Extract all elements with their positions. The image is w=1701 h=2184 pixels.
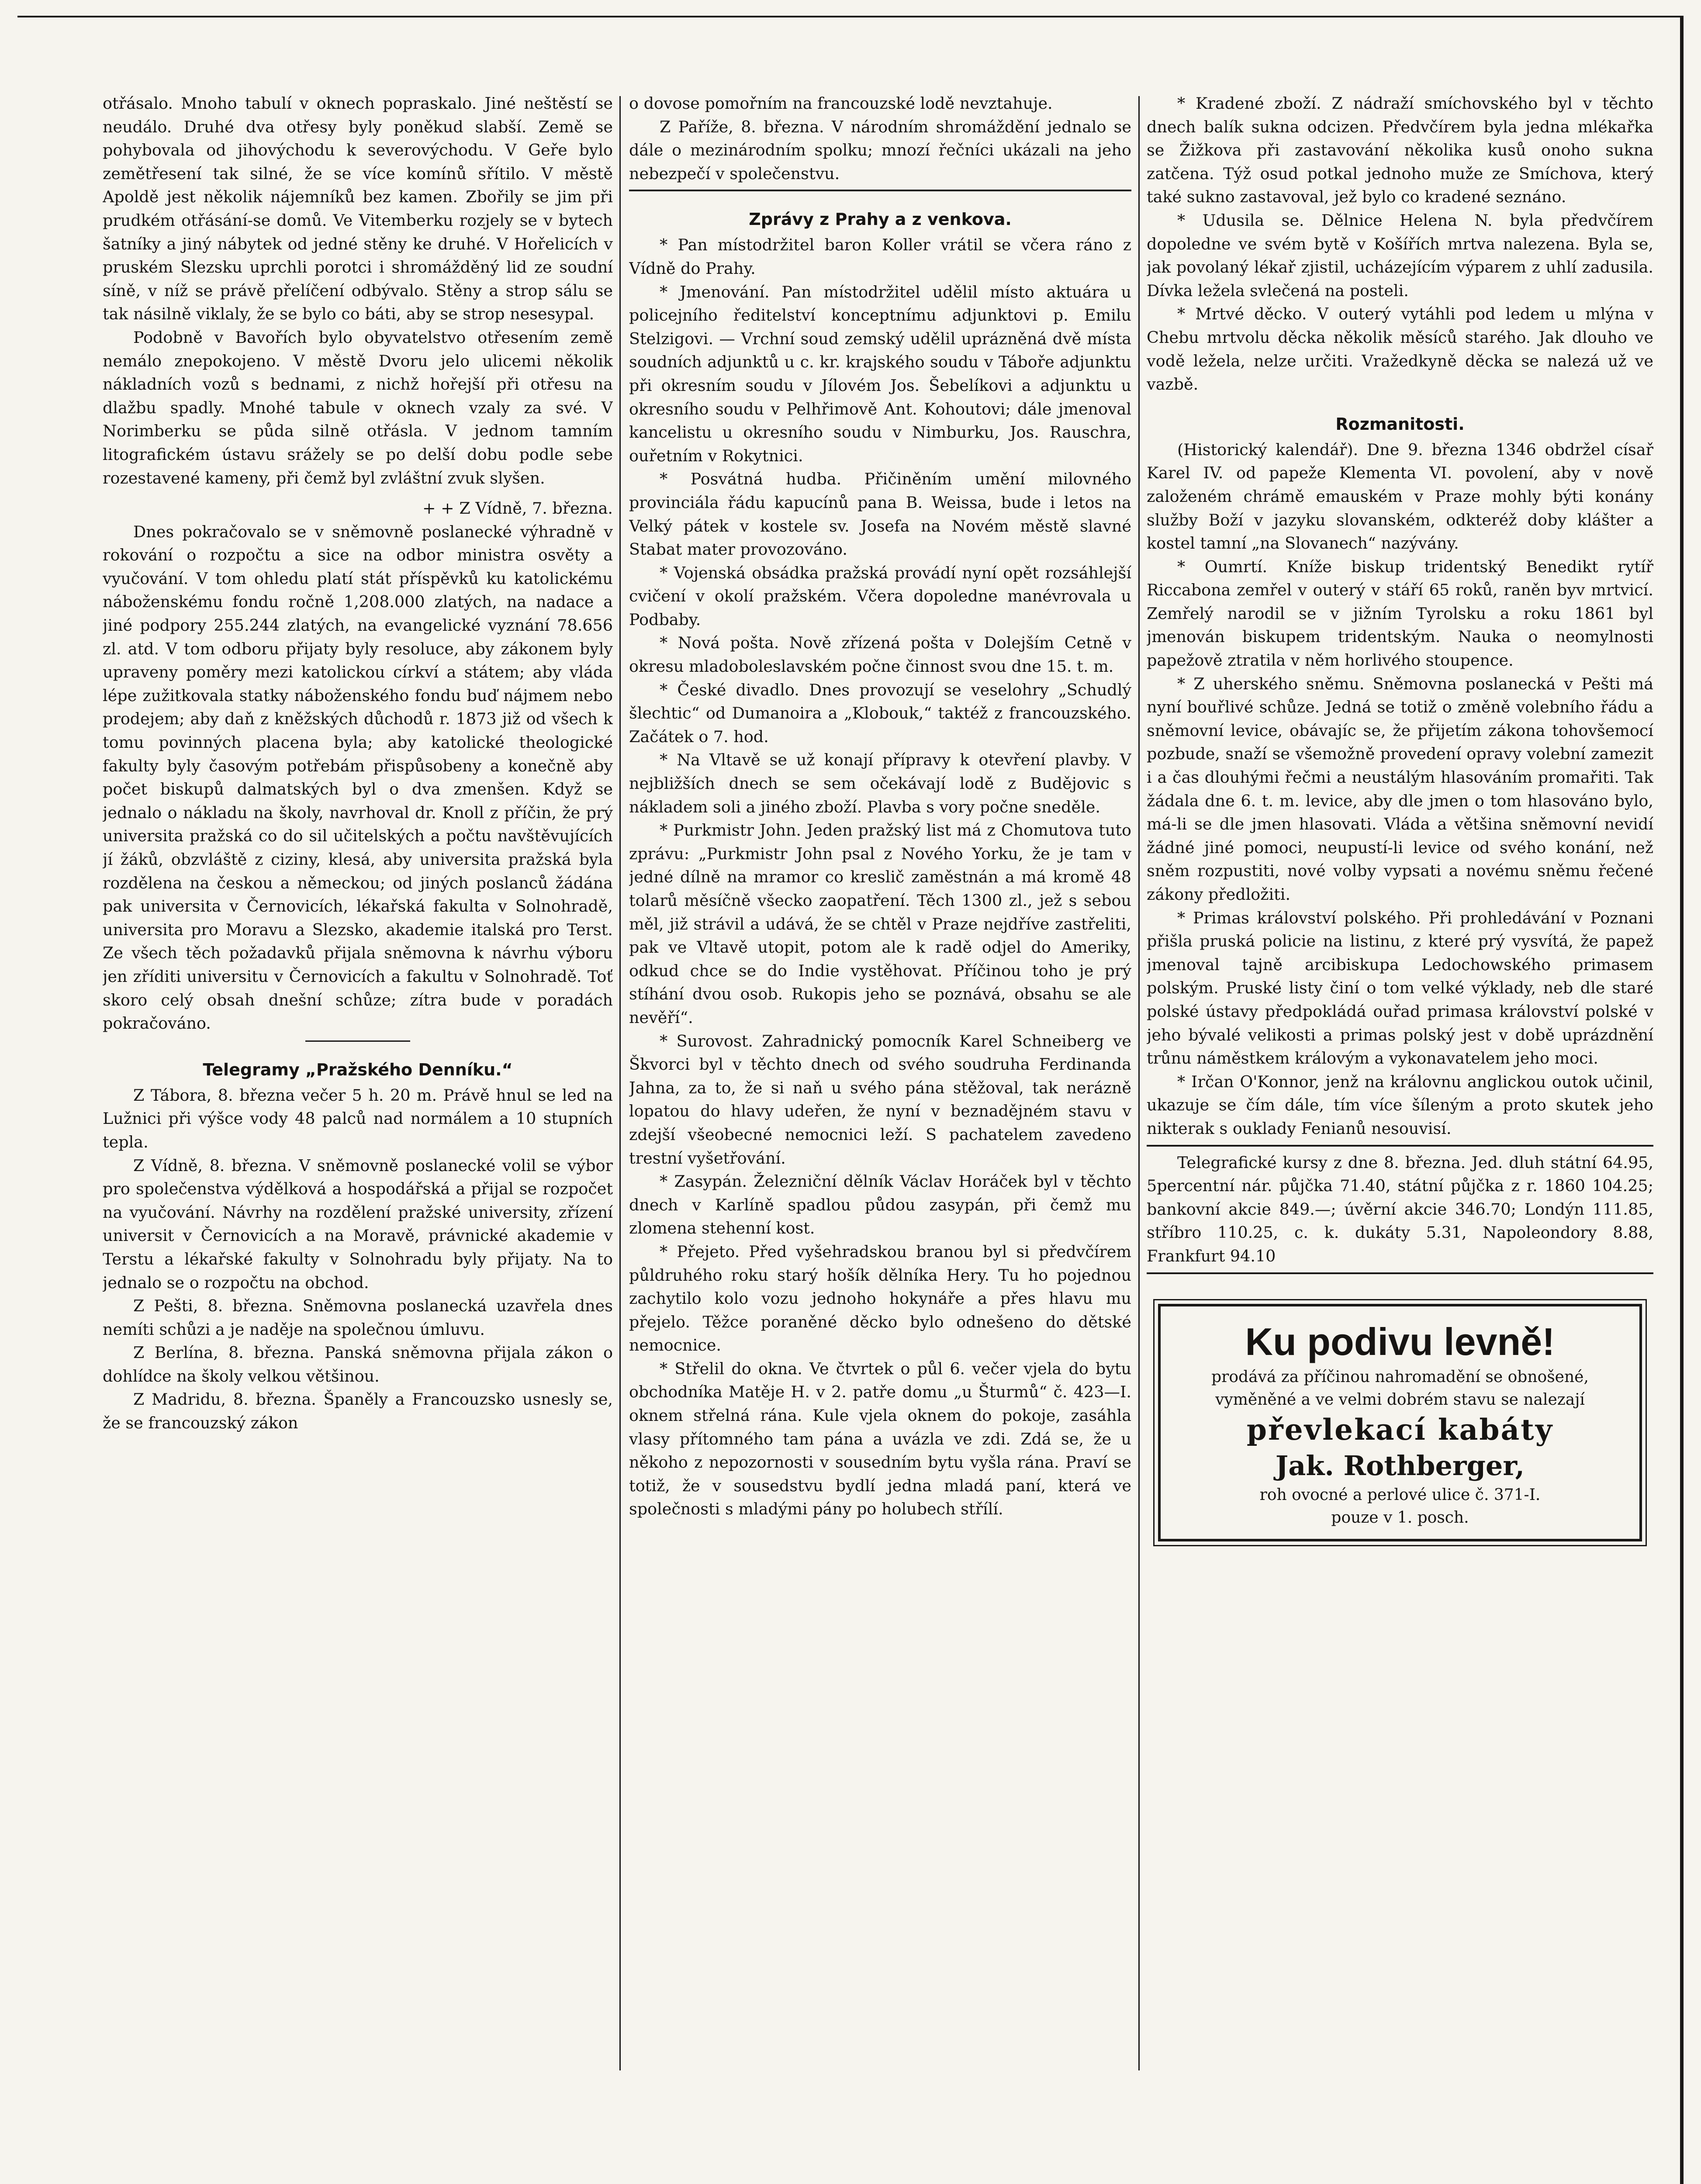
divider	[1147, 1272, 1653, 1274]
column-1	[103, 92, 613, 2184]
misc-item: * Irčan O'Konnor, jenž na královnu anglickou outok učinil, ukazuje se čím dále, tím více šíleným a proto skutek jeho nikterak s ouklady Fenianů nesouvisí.	[1147, 1072, 1653, 1138]
advertisement-box	[1158, 1304, 1642, 1541]
telegram-tabor: Z Tábora, 8. března večer 5 h. 20 m. Právě hnul se led na Lužnici při výšce vody 48 palců nad normálem a 10 stupních tepla.	[103, 1085, 613, 1151]
news-item: * Posvátná hudba. Přičiněním umění milovného provinciála řádu kapucínů pana B. Weissa, bude i letos na Velký pátek v kostele sv. Josefa na Novém městě slavné Stabat mater provozováno.	[629, 470, 1131, 559]
news-item: * Střelil do okna. Ve čtvrtek o půl 6. večer vjela do bytu obchodníka Matěje H. v 2. patře domu „u Šturmů“ č. 423—I. oknem střelná rána. Kule vjela oknem do pokoje, zasáhla vlasy přítomného tam pána a uvázla ve zdi. Zdá se, že u někoho z nepozornosti v sousedním bytu vyšla rána. Praví se totiž, že v sousedstvu bydlí jedna mladá paní, která ve společnosti s mladými pány po holubech střílí.	[629, 1359, 1131, 1519]
parliament-paragraph: Dnes pokračovalo se v sněmovně poslanecké výhradně v rokování o rozpočtu a sice na odbor ministra osvěty a vyučování. V tom ohledu platí stát příspěvků ku katolickému náboženskému fondu ročně 1,208.000 zlatých, na nadace a jiné podpory 255.244 zlatých, na evangelické vyznání 78.656 zl. atd. V tom odboru přijaty byly resoluce, aby zákonem byly upraveny poměry mezi katolickou církví a státem; aby vláda lépe zužitkovala statky náboženského fondu buď nájmem nebo prodejem; aby daň z kněžských důchodů r. 1873 již od všech k tomu povinných placena byla; aby katolické theologické fakulty byly časovým potřebám přispůsobeny a konečně aby počet biskupů dalmatských byl o dva zmenšen. Když se jednalo o nákladu na školy, navrhoval dr. Knoll z příčin, že prý universita pražská co do sil učitelských a počtu navštěvujících jí žáků, obzvláště z ciziny, klesá, aby universita pražská byla rozdělena na českou a německou; od jiných poslanců žádána pak universita v Černovicích, lékařská fakulta v Solnohradě, universita pro Moravu a Slezsko, akademie italská pro Terst. Ze všech těch požadavků přijala sněmovna k návrhu výboru jen zříditi universitu v Černovicích a fakultu v Solnohradě. Toť skoro celý obsah dnešní schůze; zítra bude v poradách pokračováno.	[103, 522, 613, 1033]
news-item: * Udusila se. Dělnice Helena N. byla předvčírem dopoledne ve svém bytě v Košířích mrtva nalezena. Byla se, jak povolaný lékař zjistil, ucházejícím výparem z uhlí zadusila. Dívka ležela svlečená na posteli.	[1147, 211, 1653, 300]
news-item: * Surovost. Zahradnický pomocník Karel Schneiberg ve Škvorci byl v těchto dnech od svého soudruha Ferdinanda Jahna, za to, že si naň u svého pána stěžoval, tak nerázně lopatou do hlavy udeřen, že nyní v beznadějném stavu v zdejší všeobecné nemocnici leží. S pachatelem zavedeno trestní vyšetřování.	[629, 1031, 1131, 1168]
ad-text: prodává za příčinou nahromadění se obnošené, vyměněné a ve velmi dobrém stavu se nalezají	[1211, 1368, 1589, 1409]
telegrams-heading: Telegramy „Pražského Denníku.“	[203, 1060, 513, 1079]
news-item: * Na Vltavě se už konají přípravy k otevření plavby. V nejbližších dnech se sem očekávají lodě z Budějovic s nákladem soli a jiného zboží. Plavba s vory počne sneděle.	[629, 750, 1131, 816]
news-item: * Zasypán. Železniční dělník Václav Horáček byl v těchto dnech v Karlíně spadlou půdou zasypán, při čemž mu zlomena stehenní kost.	[629, 1172, 1131, 1238]
news-item: * Vojenská obsádka pražská provádí nyní opět rozsáhlejší cvičení v okolí pražském. Včera dopoledne manévrovala u Podbaby.	[629, 563, 1131, 629]
news-item: * Přejeto. Před vyšehradskou branou byl si předvčírem půldruhého roku starý hošík dělníka Hery. Tu ho pojednou zachytilo kolo vozu jednoho hokynáře a přes hlavu mu přejelo. Těžce poraněné děcko bylo odnešeno do dětské nemocnice.	[629, 1242, 1131, 1355]
misc-item: * Primas království polského. Při prohledávání v Poznani přišla pruská policie na listinu, z které prý vysvítá, že papež jmenoval tajně arcibiskupa Ledochowského primasem polským. Pruské listy činí o tom velké výklady, neb dle staré polské ústavy předpokládá ouřad primasa království polské v jeho bývalé velikosti a primas polský jest v době uprázdnění trůnu náměstkem královým a vykonavatelem jeho moci.	[1147, 908, 1653, 1068]
news-item: * Nová pošta. Nově zřízená pošta v Dolejším Cetně v okresu mladoboleslavském počne činnost svou dne 15. t. m.	[629, 633, 1131, 676]
divider	[1147, 1145, 1653, 1147]
vienna-dateline: + + Z Vídně, 7. března.	[422, 499, 613, 518]
news-item: * České divadlo. Dnes provozují se veselohry „Schudlý šlechtic“ od Dumanoira a „Klobouk,“ taktéž z francouzského. Začátek o 7. hod.	[629, 680, 1131, 746]
news-item: * Pan místodržitel baron Koller vrátil se včera ráno z Vídně do Prahy.	[629, 235, 1131, 278]
news-item: * Purkmistr John. Jeden pražský list má z Chomutova tuto zprávu: „Purkmistr John psal z Nového Yorku, že je tam v jedné dílně na mramor co kreslič zaměstnán a má kromě 48 tolarů měsíčně všecko zaopatření. Těch 1300 zl., jež s sebou měl, již strávil a udává, že se chtěl v Praze nejdříve zastřeliti, pak ve Vltavě utopit, potom ale k radě odjel do Ameriky, odkud chce se do Indie vystěhovat. Příčinou toho je prý stíhání dvou osob. Rukopis jeho se poznává, obsahu se ale nevěří“.	[629, 821, 1131, 1027]
news-heading: Zprávy z Prahy a z venkova.	[749, 210, 1012, 229]
telegram-pest: Z Pešti, 8. března. Sněmovna poslanecká uzavřela dnes nemíti schůzi a je naděje na společnou úmluvu.	[103, 1296, 613, 1339]
telegram-madrid: Z Madridu, 8. března. Španěly a Francouzsko usnesly se, že se francouzský zákon	[103, 1390, 613, 1433]
news-item: * Jmenování. Pan místodržitel udělil místo aktuára u policejního ředitelství konceptnímu adjunktovi p. Emilu Stelzigovi. — Vrchní soud zemský udělil uprázněná dvě místa soudních adjunktů u c. kr. krajského soudu v Táboře adjunktu při okresním soudu v Jílovém Jos. Šebelíkovi a adjunktu u okresního soudu v Pelhřimově Ant. Kohoutovi; dále jmenoval kancelistu u okresního soudu v Nimburku, Jos. Rauschra, ouřetním v Rokytnici.	[629, 282, 1131, 465]
telegram-berlin: Z Berlína, 8. března. Panská sněmovna přijala zákon o dohlídce na školy velkou většinou.	[103, 1343, 613, 1386]
telegram-vienna: Z Vídně, 8. března. V sněmovně poslanecké volil se výbor pro společenstva výdělková a hospodářská a přijal se rozpočet na vyučování. Návrhy na rozdělení pražské university, zřízení universit v Černovicích a na Moravě, právnické akademie v Terstu a lékařské fakulty v Solnohradu byly přijaty. Na to jednalo se o rozpočtu na obchod.	[103, 1156, 613, 1292]
bavaria-paragraph: Podobně v Bavořích bylo obyvatelstvo otřesením země nemálo znepokojeno. V městě Dvoru jelo ulicemi několik nákladních vozů s bednami, z nichž hořejší při otřesu na dlažbu spadly. Mnohé tabule v oknech vzaly za své. V Norimberku se půda silně otřásla. V jednom tamním litografickém ústavu srážely se po delší dobu podle sebe rozestavené kameny, při čemž byl zvláštní zvuk slyšen.	[103, 328, 613, 487]
right-border	[1680, 16, 1684, 2184]
news-item: * Mrtvé děcko. V outerý vytáhli pod ledem u mlýna v Chebu mrtvolu děcka několik měsíců starého. Jak dlouho ve vodě ležela, nelze určiti. Vražedkyně děcka se nalezá už ve vazbě.	[1147, 304, 1653, 394]
news-item: * Kradené zboží. Z nádraží smíchovského byl v těchto dnech balík sukna odcizen. Předvčírem byla jedna mlékařka se Žižkova při zastavování několika kusů onoho sukna zatčena. Týž osud potkal jednoho muže ze Smíchova, který také sukno zastavoval, jež bylo co kradené seznáno.	[1147, 94, 1653, 207]
exchange-rates: Telegrafické kursy z dne 8. března. Jed. dluh státní 64.95, 5percentní nár. půjčka 71.40, státní půjčka z r. 1860 104.25; bankovní akcie 849.—; úvěrní akcie 346.70; Londýn 111.85, stříbro 110.25, c. k. dukáty 5.31, Napoleondory 8.88, Frankfurt 94.10	[1147, 1153, 1653, 1265]
earthquake-paragraph: otřásalo. Mnoho tabulí v oknech popraskalo. Jiné neštěstí se neudálo. Druhé dva otřesy byly poněkud slabší. Země se pohybovala od jihovýchodu k severovýchodu. V Geře bylo zemětřesení tak silné, že se více komínů sřítilo. V městě Apoldě jest několik nájemníků bez kamen. Zbořily se jim při prudkém otřásání-se domů. Ve Vitemberku rozjely se v bytech šatníky a jiný nábytek od jedné stěny ke druhé. V Hořelicích v pruském Slezsku uprchli porotci i shromážděný lid ze soudní síně, v níž se právě přelíčení odbývalo. Stěny a strop sálu se tak násilně viklaly, že se bylo co báti, aby se strop nesesypal.	[103, 94, 613, 324]
ad-note: pouze v 1. posch.	[1331, 1508, 1469, 1527]
madrid-continuation: o dovose pomořním na francouzské lodě nevztahuje.	[629, 94, 1053, 113]
misc-item: (Historický kalendář). Dne 9. března 1346 obdržel císař Karel IV. od papeže Klementa VI. povolení, aby v nově založeném chrámě emauském v Praze mohly býti konány služby Boží v jazyku slovanském, odkteréž doby klášter a kostel tamní „na Slovanech“ nazývány.	[1147, 440, 1653, 553]
ad-firm-name: Jak. Rothberger,	[1275, 1449, 1525, 1482]
ad-product: převlekací kabáty	[1246, 1412, 1554, 1447]
telegram-paris: Z Paříže, 8. března. V národním shromáždění jednalo se dále o mezinárodním spolku; mnozí řečníci ukázali na jeho nebezpečí v společenstvu.	[629, 117, 1131, 183]
column-rule-2	[1138, 96, 1140, 2070]
column-2	[629, 92, 1131, 2184]
divider	[305, 1040, 410, 1042]
divider	[629, 190, 1131, 191]
top-border	[17, 16, 1684, 17]
column-rule-1	[619, 96, 621, 2070]
ad-address: roh ovocné a perlové ulice č. 371-I.	[1259, 1486, 1541, 1504]
ad-title: Ku podivu levně!	[1245, 1320, 1555, 1363]
misc-item: * Z uherského sněmu. Sněmovna poslanecká v Pešti má nyní bouřlivé schůze. Jedná se totiž o změně volebního řádu a sněmovní levice, obávajíc se, že přijetím zákona tohovšemocí pozbude, snaží se všemožně provedení opravy volební zamezit i a čas dlouhými řečmi a neustálým hlasováním promařiti. Tak žádala dne 6. t. m. levice, aby dle jmen o tom hlasováno bylo, má-li se dle jmen hlasovati. Vláda a většina sněmovní nevidí žádné jiné pomoci, neupustí-li levice od svého konání, než sněm rozpustiti, nové volby vypsati a novému sněmu řečené zákony předložiti.	[1147, 674, 1653, 904]
misc-item: * Oumrtí. Kníže biskup tridentský Benedikt rytíř Riccabona zemřel v outerý v stáří 65 roků, raněn byv mrtvicí. Zemřelý narodil se v jižním Tyrolsku a roku 1861 byl jmenován biskupem tridentským. Nauka o neomylnosti papežově ztratila v něm horlivého stoupence.	[1147, 557, 1653, 670]
column-3	[1147, 92, 1653, 2184]
miscellany-heading: Rozmanitosti.	[1335, 414, 1465, 434]
